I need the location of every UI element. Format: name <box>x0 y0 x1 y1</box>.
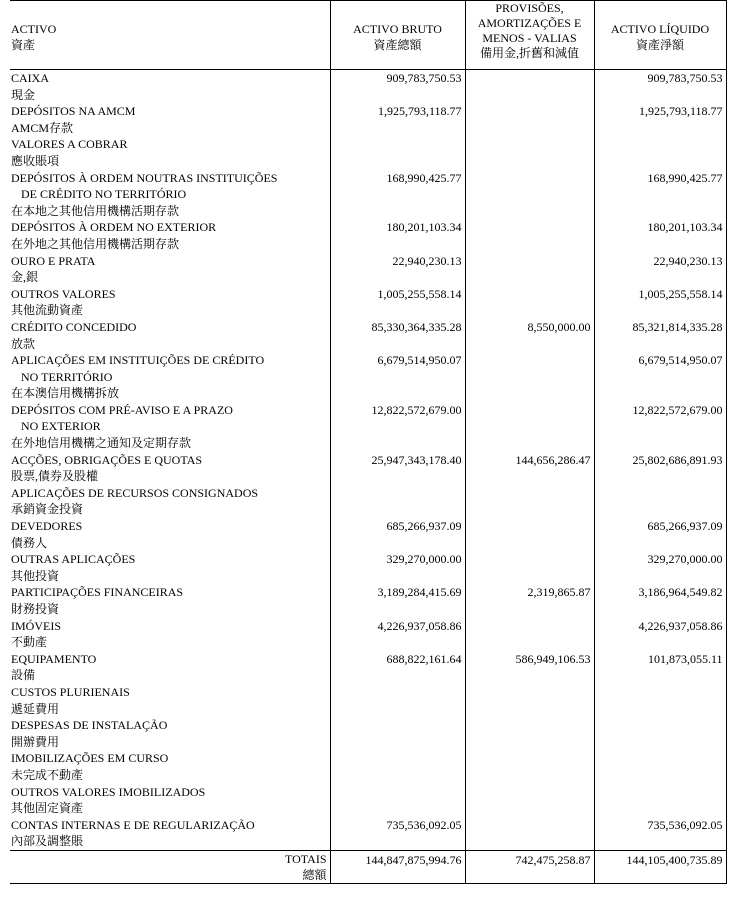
row-label-pt-continued: NO EXTERIOR <box>21 419 101 434</box>
row-provisoes-value: 586,949,106.53 <box>515 651 591 666</box>
row-activo-bruto <box>330 352 465 402</box>
row-label-zh: 在外地信用機構之通知及定期存款 <box>11 436 192 451</box>
row-activo-liquido-value: 685,266,937.09 <box>647 519 723 534</box>
row-activo-liquido <box>594 750 726 783</box>
row-activo-bruto <box>330 618 465 651</box>
row-label <box>10 70 330 104</box>
row-provisoes <box>465 103 594 136</box>
header-liquido-zh: 資產淨額 <box>635 38 684 52</box>
row-activo-liquido <box>594 684 726 717</box>
row-activo-liquido-value: 180,201,103.34 <box>647 220 723 235</box>
table-row <box>10 286 726 319</box>
row-label <box>10 170 330 220</box>
row-provisoes <box>465 136 594 169</box>
table-row <box>10 103 726 136</box>
row-label-pt: DEPÓSITOS NA AMCM <box>11 104 136 119</box>
table-row <box>10 219 726 252</box>
totals-provisoes: 742,475,258.87 <box>465 850 594 883</box>
row-activo-liquido <box>594 817 726 851</box>
row-label-pt: ACÇÕES, OBRIGAÇÕES E QUOTAS <box>11 452 203 467</box>
totals-row <box>10 850 726 883</box>
row-label <box>10 136 330 169</box>
row-label <box>10 103 330 136</box>
row-label-pt: PARTICIPAÇÕES FINANCEIRAS <box>11 585 184 600</box>
row-activo-bruto-value: 685,266,937.09 <box>386 519 462 534</box>
row-label <box>10 352 330 402</box>
row-activo-liquido <box>594 136 726 169</box>
row-activo-bruto <box>330 485 465 518</box>
row-activo-liquido-value: 22,940,230.13 <box>653 253 723 268</box>
header-prov-zh: 備用金,折舊和減值 <box>479 46 579 60</box>
row-label <box>10 319 330 352</box>
header-activo-zh: 資產 <box>11 38 36 52</box>
row-label-pt: OUTRAS APLICAÇÕES <box>11 552 136 567</box>
row-label-zh: 現金 <box>11 87 36 102</box>
row-label <box>10 286 330 319</box>
row-activo-bruto-value: 735,536,092.05 <box>386 817 462 832</box>
row-activo-bruto <box>330 402 465 452</box>
row-label-zh: 應收賬項 <box>11 153 60 168</box>
row-activo-liquido <box>594 319 726 352</box>
row-activo-liquido <box>594 70 726 104</box>
row-label <box>10 219 330 252</box>
row-provisoes <box>465 219 594 252</box>
row-activo-liquido <box>594 402 726 452</box>
row-label-pt: CONTAS INTERNAS E DE REGULARIZAÇÃO <box>11 817 255 832</box>
row-label-zh: 其他流動資產 <box>11 303 84 318</box>
table-row <box>10 684 726 717</box>
table-row <box>10 618 726 651</box>
row-provisoes <box>465 750 594 783</box>
header-liquido-pt: ACTIVO LÍQUIDO <box>610 22 710 36</box>
row-activo-liquido <box>594 584 726 617</box>
header-prov-pt2: AMORTIZAÇÕES E <box>477 16 582 30</box>
row-activo-liquido <box>594 170 726 220</box>
table-row <box>10 518 726 551</box>
row-label-pt: IMOBILIZAÇÕES EM CURSO <box>11 751 169 766</box>
header-bruto-zh: 資產總額 <box>373 38 422 52</box>
table-row <box>10 136 726 169</box>
row-activo-bruto-value: 6,679,514,950.07 <box>377 353 462 368</box>
row-label <box>10 584 330 617</box>
table-row <box>10 170 726 220</box>
totals-label-zh: 總額 <box>302 867 327 882</box>
row-activo-bruto <box>330 584 465 617</box>
row-label-pt: OUTROS VALORES IMOBILIZADOS <box>11 784 206 799</box>
row-label-zh: 承銷資金投資 <box>11 502 84 517</box>
totals-label-pt: TOTAIS <box>285 851 327 866</box>
row-activo-liquido-value: 1,005,255,558.14 <box>638 286 723 301</box>
row-activo-liquido-value: 168,990,425.77 <box>647 170 723 185</box>
row-label <box>10 750 330 783</box>
row-activo-liquido <box>594 253 726 286</box>
row-label-zh: 放款 <box>11 336 36 351</box>
row-label <box>10 485 330 518</box>
row-label-zh: 在外地之其他信用機構活期存款 <box>11 236 180 251</box>
row-label <box>10 402 330 452</box>
row-activo-bruto-value: 688,822,161.64 <box>386 651 462 666</box>
row-activo-bruto <box>330 651 465 684</box>
row-provisoes <box>465 518 594 551</box>
row-activo-liquido <box>594 551 726 584</box>
row-label <box>10 817 330 851</box>
row-provisoes <box>465 551 594 584</box>
row-label-pt: DEVEDORES <box>11 519 83 534</box>
row-label-zh: 其他投資 <box>11 568 60 583</box>
header-bruto-pt: ACTIVO BRUTO <box>353 22 442 36</box>
row-activo-bruto <box>330 551 465 584</box>
row-label-pt: VALORES A COBRAR <box>11 137 128 152</box>
row-activo-liquido <box>594 618 726 651</box>
row-label-zh: 在本地之其他信用機構活期存款 <box>11 203 180 218</box>
row-label-pt-continued: NO TERRITÓRIO <box>21 369 113 384</box>
row-label-zh: 未完成不動產 <box>11 767 84 782</box>
row-activo-bruto-value: 329,270,000.00 <box>386 552 462 567</box>
row-activo-liquido-value: 12,822,572,679.00 <box>632 402 723 417</box>
row-activo-liquido <box>594 452 726 485</box>
row-activo-bruto <box>330 319 465 352</box>
row-label-pt: APLICAÇÕES DE RECURSOS CONSIGNADOS <box>11 485 259 500</box>
assets-rows <box>10 70 726 851</box>
row-provisoes <box>465 319 594 352</box>
row-label <box>10 518 330 551</box>
row-label-pt-continued: DE CRÉDITO NO TERRITÓRIO <box>21 187 187 202</box>
row-label <box>10 618 330 651</box>
row-label <box>10 717 330 750</box>
row-activo-bruto <box>330 103 465 136</box>
header-prov-pt1: PROVISÕES, <box>495 1 564 15</box>
row-activo-bruto-value: 22,940,230.13 <box>392 253 462 268</box>
row-activo-liquido <box>594 784 726 817</box>
table-row <box>10 584 726 617</box>
row-label-zh: AMCM存款 <box>11 120 74 135</box>
row-activo-bruto <box>330 817 465 851</box>
assets-table <box>10 0 727 884</box>
table-row <box>10 750 726 783</box>
row-activo-bruto-value: 3,189,284,415.69 <box>377 585 462 600</box>
row-activo-liquido-value: 735,536,092.05 <box>647 817 723 832</box>
row-label-zh: 開辦費用 <box>11 734 60 749</box>
row-provisoes <box>465 402 594 452</box>
row-activo-liquido <box>594 518 726 551</box>
totals-liquido: 144,105,400,735.89 <box>594 850 726 883</box>
row-activo-bruto-value: 1,005,255,558.14 <box>377 286 462 301</box>
row-activo-bruto <box>330 750 465 783</box>
row-activo-liquido <box>594 485 726 518</box>
row-activo-bruto-value: 909,783,750.53 <box>386 71 462 85</box>
table-row <box>10 452 726 485</box>
row-provisoes <box>465 717 594 750</box>
table-row <box>10 817 726 851</box>
table-row <box>10 70 726 104</box>
row-activo-liquido <box>594 103 726 136</box>
row-activo-bruto-value: 1,925,793,118.77 <box>377 104 462 119</box>
row-provisoes <box>465 170 594 220</box>
row-provisoes <box>465 817 594 851</box>
table-row <box>10 485 726 518</box>
row-activo-bruto <box>330 136 465 169</box>
row-label-zh: 財務投資 <box>11 602 60 616</box>
row-label-zh: 遞延費用 <box>11 701 60 716</box>
row-provisoes <box>465 352 594 402</box>
row-label <box>10 784 330 817</box>
row-activo-bruto <box>330 253 465 286</box>
row-label <box>10 651 330 684</box>
row-label-pt: OUTROS VALORES <box>11 286 116 301</box>
table-row <box>10 651 726 684</box>
row-activo-liquido-value: 25,802,686,891.93 <box>632 452 723 467</box>
row-activo-liquido <box>594 352 726 402</box>
row-label-zh: 內部及調整賬 <box>11 834 84 849</box>
row-provisoes <box>465 70 594 104</box>
row-activo-bruto <box>330 286 465 319</box>
row-activo-liquido-value: 6,679,514,950.07 <box>638 353 723 368</box>
row-label <box>10 551 330 584</box>
header-activo-bruto <box>330 1 465 70</box>
row-label-zh: 債務人 <box>11 535 48 550</box>
row-activo-bruto-value: 4,226,937,058.86 <box>377 618 462 633</box>
row-provisoes-value: 144,656,286.47 <box>515 452 591 467</box>
row-activo-liquido <box>594 717 726 750</box>
header-activo-liquido <box>594 1 726 70</box>
header-activo <box>10 1 330 70</box>
row-provisoes-value: 8,550,000.00 <box>527 319 591 334</box>
row-activo-bruto <box>330 452 465 485</box>
row-provisoes <box>465 485 594 518</box>
row-label-pt: APLICAÇÕES EM INSTITUIÇÕES DE CRÉDITO <box>11 353 265 368</box>
row-provisoes <box>465 618 594 651</box>
totals-label <box>10 850 330 883</box>
row-label-zh: 在本澳信用機構拆放 <box>11 386 120 401</box>
row-label <box>10 253 330 286</box>
row-label-zh: 股票,債券及股權 <box>11 469 99 484</box>
row-label-zh: 金,銀 <box>11 270 39 285</box>
table-row <box>10 319 726 352</box>
row-activo-bruto <box>330 717 465 750</box>
table-row <box>10 784 726 817</box>
row-activo-bruto-value: 12,822,572,679.00 <box>371 402 462 417</box>
row-activo-bruto <box>330 518 465 551</box>
row-activo-liquido-value: 85,321,814,335.28 <box>632 319 723 334</box>
row-activo-liquido-value: 909,783,750.53 <box>647 71 723 85</box>
row-activo-bruto <box>330 784 465 817</box>
row-activo-bruto-value: 85,330,364,335.28 <box>371 319 462 334</box>
row-label-pt: EQUIPAMENTO <box>11 651 97 666</box>
row-activo-liquido-value: 101,873,055.11 <box>647 651 723 666</box>
table-row <box>10 551 726 584</box>
row-label-pt: CRÉDITO CONCEDIDO <box>11 319 137 334</box>
row-activo-bruto <box>330 70 465 104</box>
row-label-zh: 設備 <box>11 668 36 683</box>
row-label <box>10 452 330 485</box>
row-activo-bruto-value: 25,947,343,178.40 <box>371 452 462 467</box>
row-activo-liquido-value: 329,270,000.00 <box>647 552 723 567</box>
row-provisoes-value: 2,319,865.87 <box>527 585 591 600</box>
balance-sheet <box>10 0 726 884</box>
header-row <box>10 1 726 70</box>
row-label <box>10 684 330 717</box>
row-provisoes <box>465 784 594 817</box>
row-label-pt: DEPÓSITOS À ORDEM NO EXTERIOR <box>11 220 217 235</box>
row-activo-liquido-value: 3,186,964,549.82 <box>638 585 723 600</box>
totals-bruto: 144,847,875,994.76 <box>330 850 465 883</box>
row-activo-liquido <box>594 651 726 684</box>
row-activo-liquido <box>594 286 726 319</box>
row-provisoes <box>465 452 594 485</box>
row-label-pt: DEPÓSITOS À ORDEM NOUTRAS INSTITUIÇÕES <box>11 170 278 185</box>
row-label-pt: CAIXA <box>11 71 49 85</box>
row-label-zh: 其他固定資產 <box>11 801 84 816</box>
row-label-pt: IMÓVEIS <box>11 618 61 633</box>
header-prov-pt3: MENOS - VALIAS <box>482 31 577 45</box>
table-row <box>10 253 726 286</box>
row-provisoes <box>465 286 594 319</box>
row-label-pt: OURO E PRATA <box>11 253 96 268</box>
row-activo-bruto <box>330 219 465 252</box>
row-label-pt: DESPESAS DE INSTALAÇÃO <box>11 718 168 733</box>
row-label-pt: DEPÓSITOS COM PRÉ-AVISO E A PRAZO <box>11 402 233 417</box>
row-activo-liquido-value: 4,226,937,058.86 <box>638 618 723 633</box>
table-row <box>10 402 726 452</box>
header-activo-pt: ACTIVO <box>11 22 57 36</box>
row-label-pt: CUSTOS PLURIENAIS <box>11 684 130 699</box>
row-activo-liquido-value: 1,925,793,118.77 <box>638 104 723 119</box>
row-activo-bruto-value: 168,990,425.77 <box>386 170 462 185</box>
row-provisoes <box>465 651 594 684</box>
row-provisoes <box>465 684 594 717</box>
row-provisoes <box>465 584 594 617</box>
table-row <box>10 717 726 750</box>
row-provisoes <box>465 253 594 286</box>
row-activo-liquido <box>594 219 726 252</box>
row-activo-bruto-value: 180,201,103.34 <box>386 220 462 235</box>
row-activo-bruto <box>330 684 465 717</box>
header-provisoes <box>465 1 594 70</box>
row-label-zh: 不動產 <box>11 635 48 650</box>
row-activo-bruto <box>330 170 465 220</box>
table-row <box>10 352 726 402</box>
